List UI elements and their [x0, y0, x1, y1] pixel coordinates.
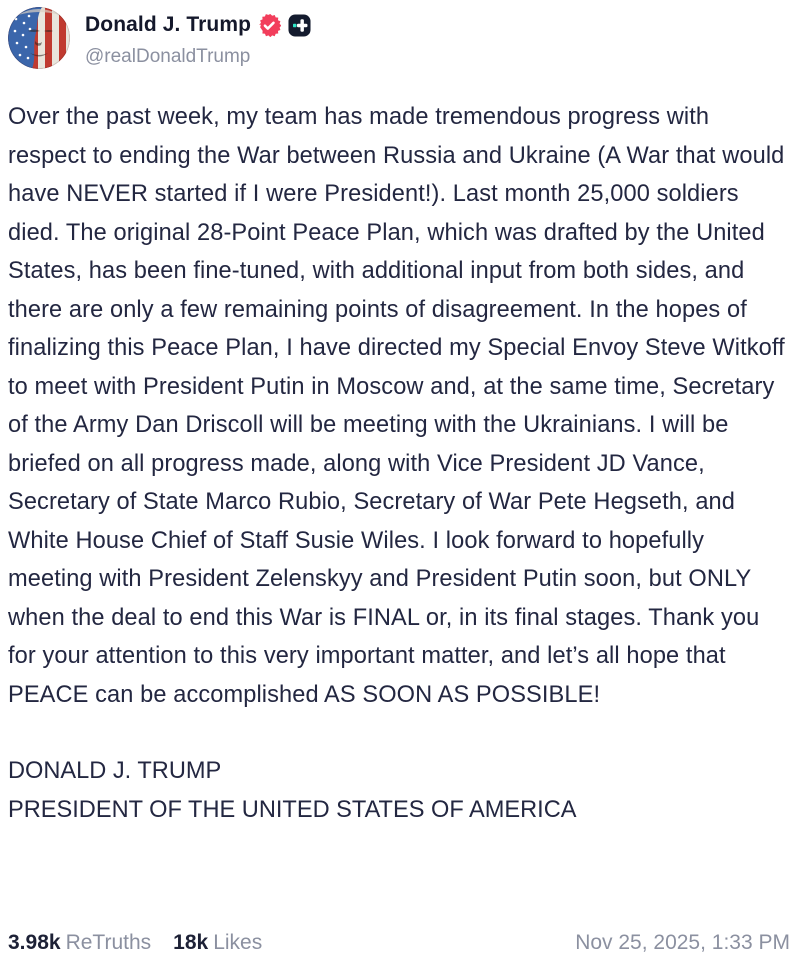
truth-plus-icon — [288, 14, 311, 37]
signature-name: DONALD J. TRUMP — [8, 758, 222, 784]
retruths-count: 3.98k — [8, 931, 61, 954]
post-signature — [8, 752, 792, 829]
verified-icon — [258, 14, 281, 37]
user-handle[interactable]: @realDonaldTrump — [85, 46, 251, 67]
display-name[interactable]: Donald J. Trump — [85, 13, 252, 36]
likes-count: 18k — [173, 931, 209, 954]
header-names — [85, 7, 311, 68]
post-footer — [8, 931, 790, 955]
retruths-label: ReTruths — [65, 931, 152, 954]
retruths-stat[interactable] — [8, 931, 151, 955]
post-header — [8, 7, 792, 69]
signature-title: PRESIDENT OF THE UNITED STATES OF AMERICA — [8, 796, 577, 823]
flag-face-avatar-image — [8, 7, 70, 69]
likes-stat[interactable] — [173, 931, 262, 955]
engagement-stats — [8, 931, 262, 955]
post-body-text: Over the past week, my team has made tremendous progress with respect to ending the War between Russia and Ukraine (A War that would have NEVER started if I were President!). Last month 25,000 soldiers died. The original 28-Point Peace Plan, which was drafted by the United States, has been fine-tuned, with additional input from both sides, and there are only a few remaining points of disagreement. In the hopes of finalizing this Peace Plan, I have directed my Special Envoy Steve Witkoff to meet with President Putin in Moscow and, at the same time, Secretary of the Army Dan Driscoll will be meeting with the Ukrainians. I will be briefed on all progress made, along with Vice President JD Vance, Secretary of State Marco Rubio, Secretary of War Pete Hegseth, and White House Chief of Staff Susie Wiles. I look forward to hopefully meeting with President Zelenskyy and President Putin soon, but ONLY when the deal to end this War is FINAL or, in its final stages. Thank you for your attention to this very important matter, and let’s all hope that PEACE can be accomplished AS SOON AS POSSIBLE! — [8, 104, 785, 708]
likes-label: Likes — [213, 931, 263, 954]
avatar[interactable] — [8, 7, 70, 69]
post-timestamp[interactable]: Nov 25, 2025, 1:33 PM — [575, 931, 790, 954]
